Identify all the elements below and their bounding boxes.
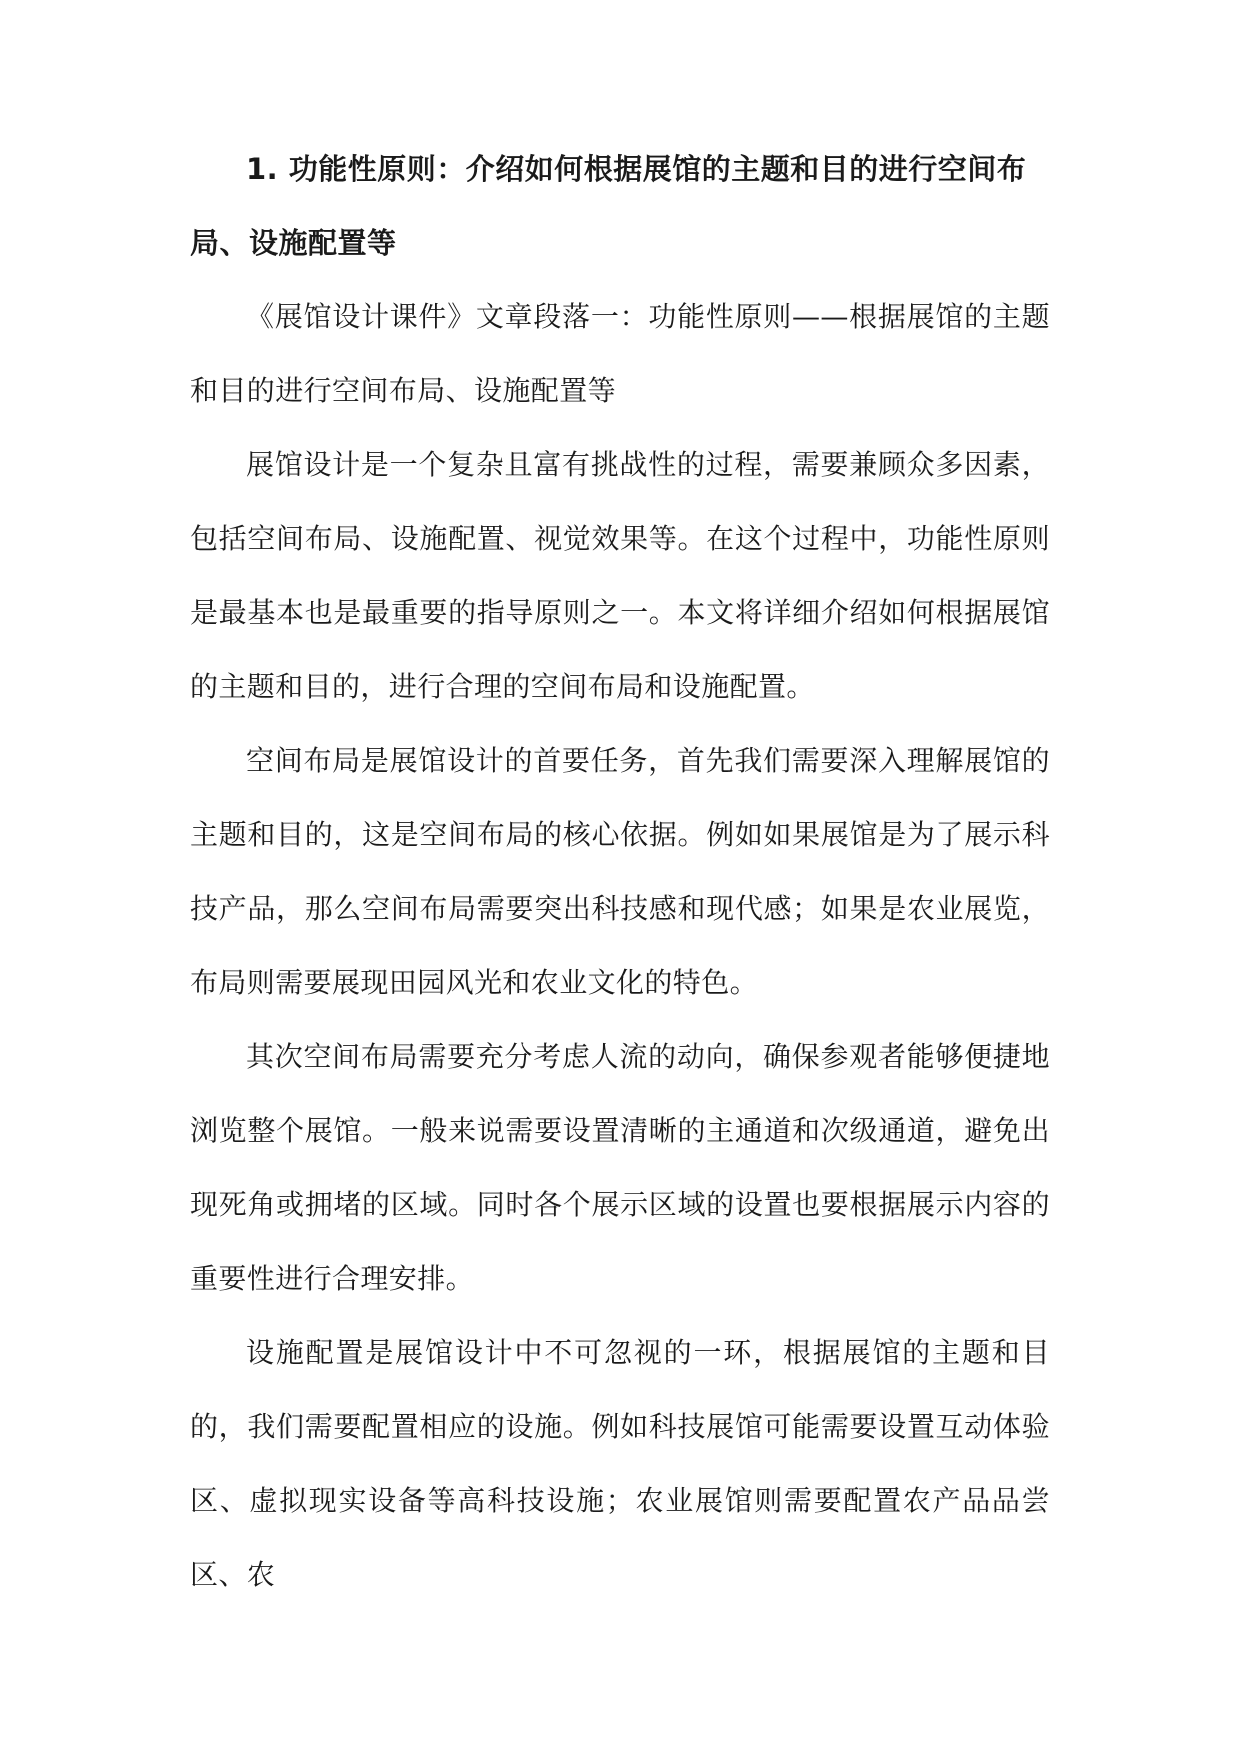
paragraph-intro: 《展馆设计课件》文章段落一：功能性原则——根据展馆的主题和目的进行空间布局、设施配置等 (190, 300, 1050, 407)
document-body (190, 132, 1050, 1612)
paragraph-space-layout: 空间布局是展馆设计的首要任务，首先我们需要深入理解展馆的主题和目的，这是空间布局的核心依据。例如如果展馆是为了展示科技产品，那么空间布局需要突出科技感和现代感；如果是农业展览，布局则需要展现田园风光和农业文化的特色。 (190, 744, 1050, 999)
section-heading: 1. 功能性原则：介绍如何根据展馆的主题和目的进行空间布局、设施配置等 (190, 152, 1027, 260)
paragraph-overview: 展馆设计是一个复杂且富有挑战性的过程，需要兼顾众多因素，包括空间布局、设施配置、视觉效果等。在这个过程中，功能性原则是最基本也是最重要的指导原则之一。本文将详细介绍如何根据展馆的主题和目的，进行合理的空间布局和设施配置。 (190, 448, 1050, 703)
paragraph-visitor-flow: 其次空间布局需要充分考虑人流的动向，确保参观者能够便捷地浏览整个展馆。一般来说需要设置清晰的主通道和次级通道，避免出现死角或拥堵的区域。同时各个展示区域的设置也要根据展示内容的重要性进行合理安排。 (190, 1040, 1050, 1295)
paragraph-facility-config: 设施配置是展馆设计中不可忽视的一环，根据展馆的主题和目的，我们需要配置相应的设施。例如科技展馆可能需要设置互动体验区、虚拟现实设备等高科技设施；农业展馆则需要配置农产品品尝区、农 (190, 1336, 1050, 1591)
